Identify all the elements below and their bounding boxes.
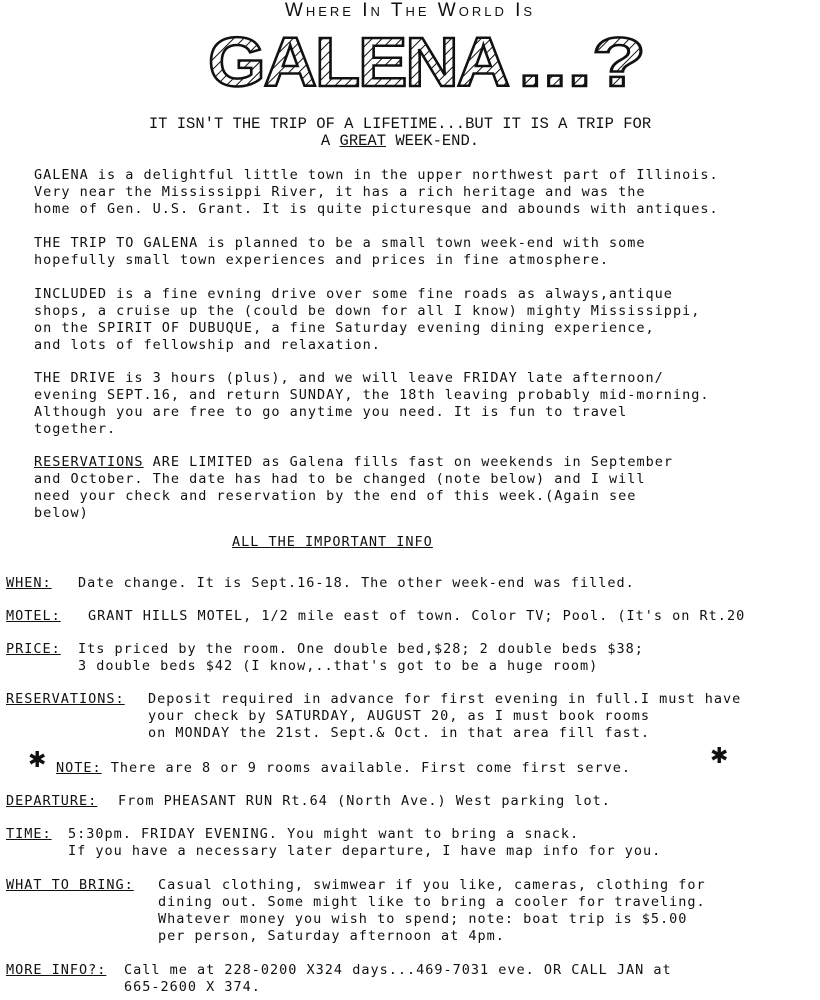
note-text: There are 8 or 9 rooms available. First come first serve. [110,760,632,776]
price-line-2: 3 double beds $42 (I know,..that's got to be a huge room) [78,658,599,674]
price-line-1: Its priced by the room. One double bed,$28; 2 double beds $38; [78,641,644,657]
reservations-first-line: ARE LIMITED as Galena fills fast on weekends in September [143,454,673,470]
text-line: below) [34,505,89,521]
asterisk-icon: ✱ [710,744,730,769]
text-line [34,454,820,471]
departure-label: DEPARTURE: [6,793,98,809]
text-line: and lots of fellowship and relaxation. [34,337,381,353]
departure-text: From PHEASANT RUN Rt.64 (North Ave.) West parking lot. [118,793,611,809]
info-price [6,641,820,675]
res-line-2: your check by SATURDAY, AUGUST 20, as I must book rooms [148,708,651,724]
subhead-weekend: WEEK-END. [395,132,480,150]
info-what-to-bring [6,877,820,945]
paragraph-drive [34,370,820,438]
paragraph-trip [34,235,820,269]
res-line-3: on MONDAY the 21st. Sept.& Oct. in that area fill fast. [148,725,651,741]
text-line: on the SPIRIT OF DUBUQUE, a fine Saturday evening dining experience, [34,320,655,336]
text-line: need your check and reservation by the end of this week.(Again see [34,488,637,504]
bring-label: WHAT TO BRING: [6,877,134,893]
text-line: and October. The date has had to be changed (note below) and I will [34,471,646,487]
info-more [6,962,820,996]
note-label: NOTE: [56,760,102,776]
text-line: THE TRIP TO GALENA is planned to be a small town week-end with some [34,235,646,251]
res-label: RESERVATIONS: [6,691,125,707]
info-when [6,575,820,592]
header-title-line: Where In The World Is [284,0,536,21]
motel-text: GRANT HILLS MOTEL, 1/2 mile east of town. Color TV; Pool. (It's on Rt.20 [88,608,746,624]
text-line: hopefully small town experiences and prices in fine atmosphere. [34,252,610,268]
subhead-a: A [320,132,331,150]
reservations-label: RESERVATIONS [34,454,144,470]
res-line-1: Deposit required in advance for first evening in full.I must have [148,691,742,707]
text-line: home of Gen. U.S. Grant. It is quite picturesque and abounds with antiques. [34,201,719,217]
time-label: TIME: [6,826,52,842]
motel-label: MOTEL: [6,608,61,624]
text-line: Although you are free to go anytime you need. It is fun to travel [34,404,628,420]
text-line: THE DRIVE is 3 hours (plus), and we will leave FRIDAY late afternoon/ [34,370,664,386]
text-line: evening SEPT.16, and return SUNDAY, the 18th leaving probably mid-morning. [34,387,710,403]
text-line: shops, a cruise up the (could be down for all I know) mighty Mississippi, [34,303,701,319]
info-reservations [6,691,820,742]
bring-line-4: per person, Saturday afternoon at 4pm. [158,928,505,944]
info-time [6,826,820,860]
time-line-2: If you have a necessary later departure, I have map info for you. [68,843,662,859]
subhead-line-2 [0,133,800,150]
price-label: PRICE: [6,641,61,657]
info-departure [6,793,820,810]
note-row [56,760,631,777]
subhead-line-1: IT ISN'T THE TRIP OF A LIFETIME...BUT IT IS A TRIP FOR [148,115,652,133]
paragraph-galena [34,167,820,218]
paragraph-reservations [34,454,820,522]
bring-line-1: Casual clothing, swimwear if you like, cameras, clothing for [158,877,706,893]
galena-logo [200,22,660,102]
when-label: WHEN: [6,575,52,591]
text-line: INCLUDED is a fine evning drive over some fine roads as always,antique [34,286,673,302]
section-heading: ALL THE IMPORTANT INFO [232,534,433,550]
text-line: Very near the Mississippi River, it has a rich heritage and was the [34,184,646,200]
subhead-great: GREAT [339,132,387,150]
text-line: together. [34,421,117,437]
logo-word: GALENA [208,23,509,101]
more-label: MORE INFO?: [6,962,107,978]
asterisk-icon: ✱ [28,748,48,773]
when-text: Date change. It is Sept.16-18. The other week-end was filled. [78,575,635,591]
text-line: GALENA is a delightful little town in the upper northwest part of Illinois. [34,167,719,183]
more-line-1: Call me at 228-0200 X324 days...469-7031 eve. OR CALL JAN at [124,962,672,978]
paragraph-included [34,286,820,354]
bring-line-2: dining out. Some might like to bring a cooler for traveling. [158,894,706,910]
logo-tail: ...? [518,23,646,101]
info-motel [6,608,820,625]
more-line-2: 665-2600 X 374. [124,979,261,995]
bring-line-3: Whatever money you wish to spend; note: boat trip is $5.00 [158,911,688,927]
time-line-1: 5:30pm. FRIDAY EVENING. You might want to bring a snack. [68,826,580,842]
